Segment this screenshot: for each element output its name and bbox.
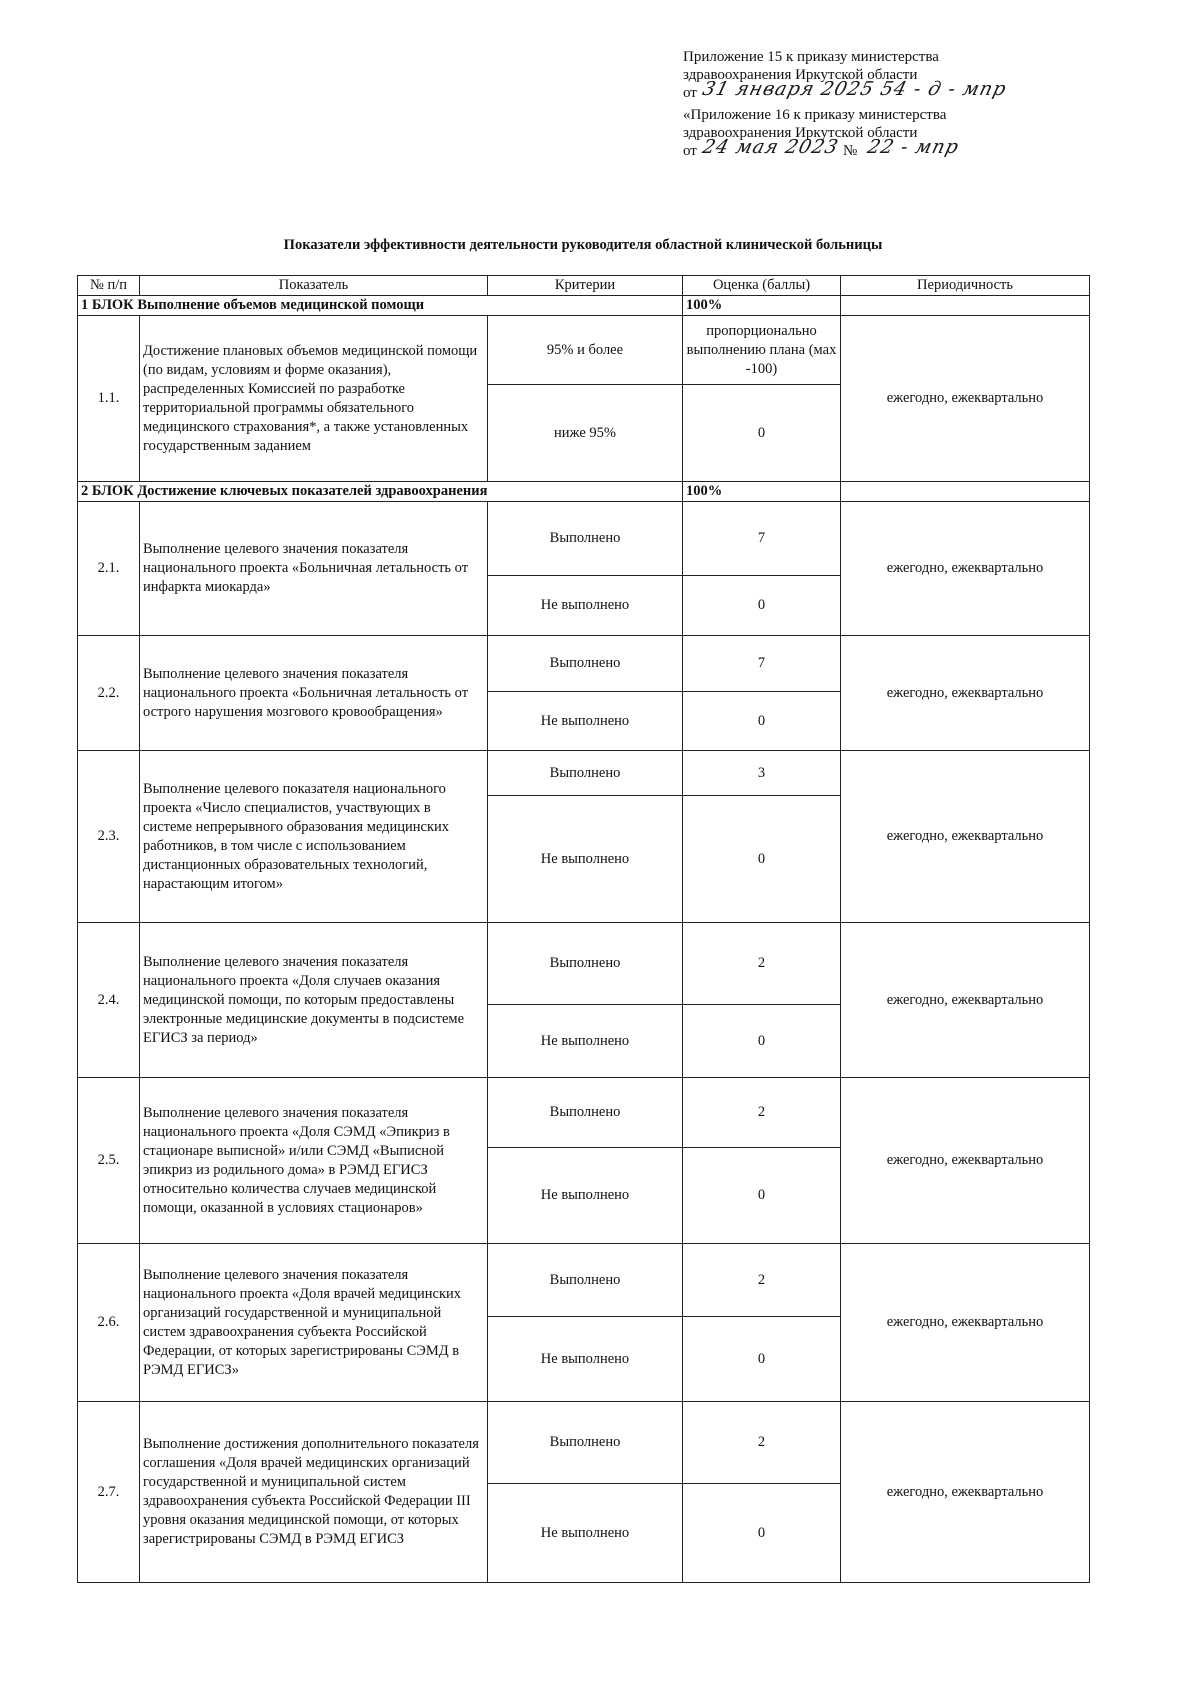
row-indicator: Выполнение целевого значения показателя национального проекта «Больничная летальность от инфаркта миокарда» [140, 502, 488, 636]
row-criterion: Выполнено [488, 1402, 683, 1484]
row-score: 7 [683, 636, 841, 692]
row-indicator: Выполнение целевого значения показателя национального проекта «Больничная летальность от острого нарушения мозгового кровообращения» [140, 636, 488, 751]
table-row [78, 751, 1090, 796]
row-criterion: Не выполнено [488, 796, 683, 923]
row-score: пропорционально выполнению плана (мах -100) [683, 316, 841, 385]
row-periodicity: ежегодно, ежеквартально [841, 751, 1090, 923]
row-criterion: Выполнено [488, 1078, 683, 1148]
row-criterion: ниже 95% [488, 385, 683, 482]
indicators-table [77, 275, 1090, 1583]
appendix-line-4: «Приложение 16 к приказу министерства [683, 107, 947, 123]
row-score: 3 [683, 751, 841, 796]
table-header-row [78, 276, 1090, 296]
row-score: 0 [683, 1148, 841, 1244]
row-periodicity: ежегодно, ежеквартально [841, 502, 1090, 636]
row-periodicity: ежегодно, ежеквартально [841, 636, 1090, 751]
appendix-number-sign: № [843, 143, 858, 159]
row-score: 2 [683, 1244, 841, 1317]
row-score: 0 [683, 1005, 841, 1078]
row-criterion: 95% и более [488, 316, 683, 385]
block-row [78, 482, 1090, 502]
header-indicator: Показатель [140, 276, 488, 296]
row-indicator: Выполнение целевого показателя национального проекта «Число специалистов, участвующих в системе непрерывного образования медицинских работников, в том числе с использованием дистанционных образовательных технологий, нарастающим итогом» [140, 751, 488, 923]
row-criterion: Не выполнено [488, 1484, 683, 1583]
appendix-line-1: Приложение 15 к приказу министерства [683, 49, 939, 65]
table-row [78, 502, 1090, 576]
row-number: 2.6. [78, 1244, 140, 1402]
appendix-date-prefix: от [683, 85, 697, 101]
appendix-line-3 [683, 78, 1063, 106]
header-periodicity: Периодичность [841, 276, 1090, 296]
appendix-date-prefix-2: от [683, 143, 697, 159]
row-number: 2.5. [78, 1078, 140, 1244]
handwritten-order-date-number: 31 января 2025 54 - д - мпр [700, 78, 1009, 100]
row-number: 2.3. [78, 751, 140, 923]
row-score: 0 [683, 692, 841, 751]
row-criterion: Выполнено [488, 923, 683, 1005]
table-row [78, 1402, 1090, 1484]
header-number: № п/п [78, 276, 140, 296]
row-indicator: Выполнение целевого значения показателя национального проекта «Доля СЭМД «Эпикриз в стационаре выписной» и/или СЭМД «Выписной эпикриз из родильного дома» в РЭМД ЕГИСЗ относительно количества случаев медицинской помощи, оказанной в условиях стационаров» [140, 1078, 488, 1244]
handwritten-order-number: 22 - мпр [865, 136, 962, 158]
row-score: 2 [683, 1402, 841, 1484]
block-label: 2 БЛОК Достижение ключевых показателей здравоохранения [78, 482, 683, 502]
row-periodicity: ежегодно, ежеквартально [841, 316, 1090, 482]
row-periodicity: ежегодно, ежеквартально [841, 923, 1090, 1078]
row-indicator: Выполнение целевого значения показателя национального проекта «Доля случаев оказания медицинской помощи, по которым предоставлены электронные медицинские документы в подсистеме ЕГИСЗ за период» [140, 923, 488, 1078]
table-row [78, 1078, 1090, 1148]
block-label: 1 БЛОК Выполнение объемов медицинской помощи [78, 296, 683, 316]
header-criteria: Критерии [488, 276, 683, 296]
row-score: 7 [683, 502, 841, 576]
row-criterion: Не выполнено [488, 1005, 683, 1078]
row-criterion: Выполнено [488, 1244, 683, 1317]
row-score: 0 [683, 385, 841, 482]
row-criterion: Выполнено [488, 636, 683, 692]
row-criterion: Не выполнено [488, 692, 683, 751]
row-criterion: Не выполнено [488, 1148, 683, 1244]
table-row [78, 923, 1090, 1005]
table-row [78, 316, 1090, 385]
appendix-header [683, 48, 1063, 164]
row-score: 0 [683, 796, 841, 923]
row-number: 1.1. [78, 316, 140, 482]
appendix-line-2: здравоохранения Иркутской области [683, 67, 918, 83]
row-periodicity: ежегодно, ежеквартально [841, 1402, 1090, 1583]
row-indicator: Достижение плановых объемов медицинской помощи (по видам, условиям и форме оказания), распределенных Комиссией по разработке территориальной программы обязательного медицинского страхования*, а также установленных государственным заданием [140, 316, 488, 482]
row-periodicity: ежегодно, ежеквартально [841, 1244, 1090, 1402]
row-number: 2.7. [78, 1402, 140, 1583]
row-score: 0 [683, 1317, 841, 1402]
block-row [78, 296, 1090, 316]
row-number: 2.2. [78, 636, 140, 751]
row-criterion: Не выполнено [488, 576, 683, 636]
header-score: Оценка (баллы) [683, 276, 841, 296]
appendix-line-5: здравоохранения Иркутской области [683, 125, 918, 141]
row-criterion: Не выполнено [488, 1317, 683, 1402]
document-title: Показатели эффективности деятельности руководителя областной клинической больницы [283, 237, 883, 253]
row-score: 0 [683, 1484, 841, 1583]
row-indicator: Выполнение достижения дополнительного показателя соглашения «Доля врачей медицинских организаций государственной и муниципальной систем здравоохранения субъекта Российской Федерации III уровня оказания медицинской помощи, от которых зарегистрированы СЭМД в РЭМД ЕГИСЗ [140, 1402, 488, 1583]
block-percent: 100% [683, 296, 841, 316]
row-score: 0 [683, 576, 841, 636]
handwritten-order-date: 24 мая 2023 [700, 136, 842, 158]
row-score: 2 [683, 923, 841, 1005]
row-number: 2.1. [78, 502, 140, 636]
table-row [78, 636, 1090, 692]
row-periodicity: ежегодно, ежеквартально [841, 1078, 1090, 1244]
row-number: 2.4. [78, 923, 140, 1078]
row-criterion: Выполнено [488, 751, 683, 796]
appendix-line-6 [683, 136, 1063, 164]
table-row [78, 1244, 1090, 1317]
row-score: 2 [683, 1078, 841, 1148]
row-indicator: Выполнение целевого значения показателя национального проекта «Доля врачей медицинских организаций государственной и муниципальной систем здравоохранения субъекта Российской Федерации, от которых зарегистрированы СЭМД в РЭМД ЕГИСЗ» [140, 1244, 488, 1402]
block-percent: 100% [683, 482, 841, 502]
row-criterion: Выполнено [488, 502, 683, 576]
